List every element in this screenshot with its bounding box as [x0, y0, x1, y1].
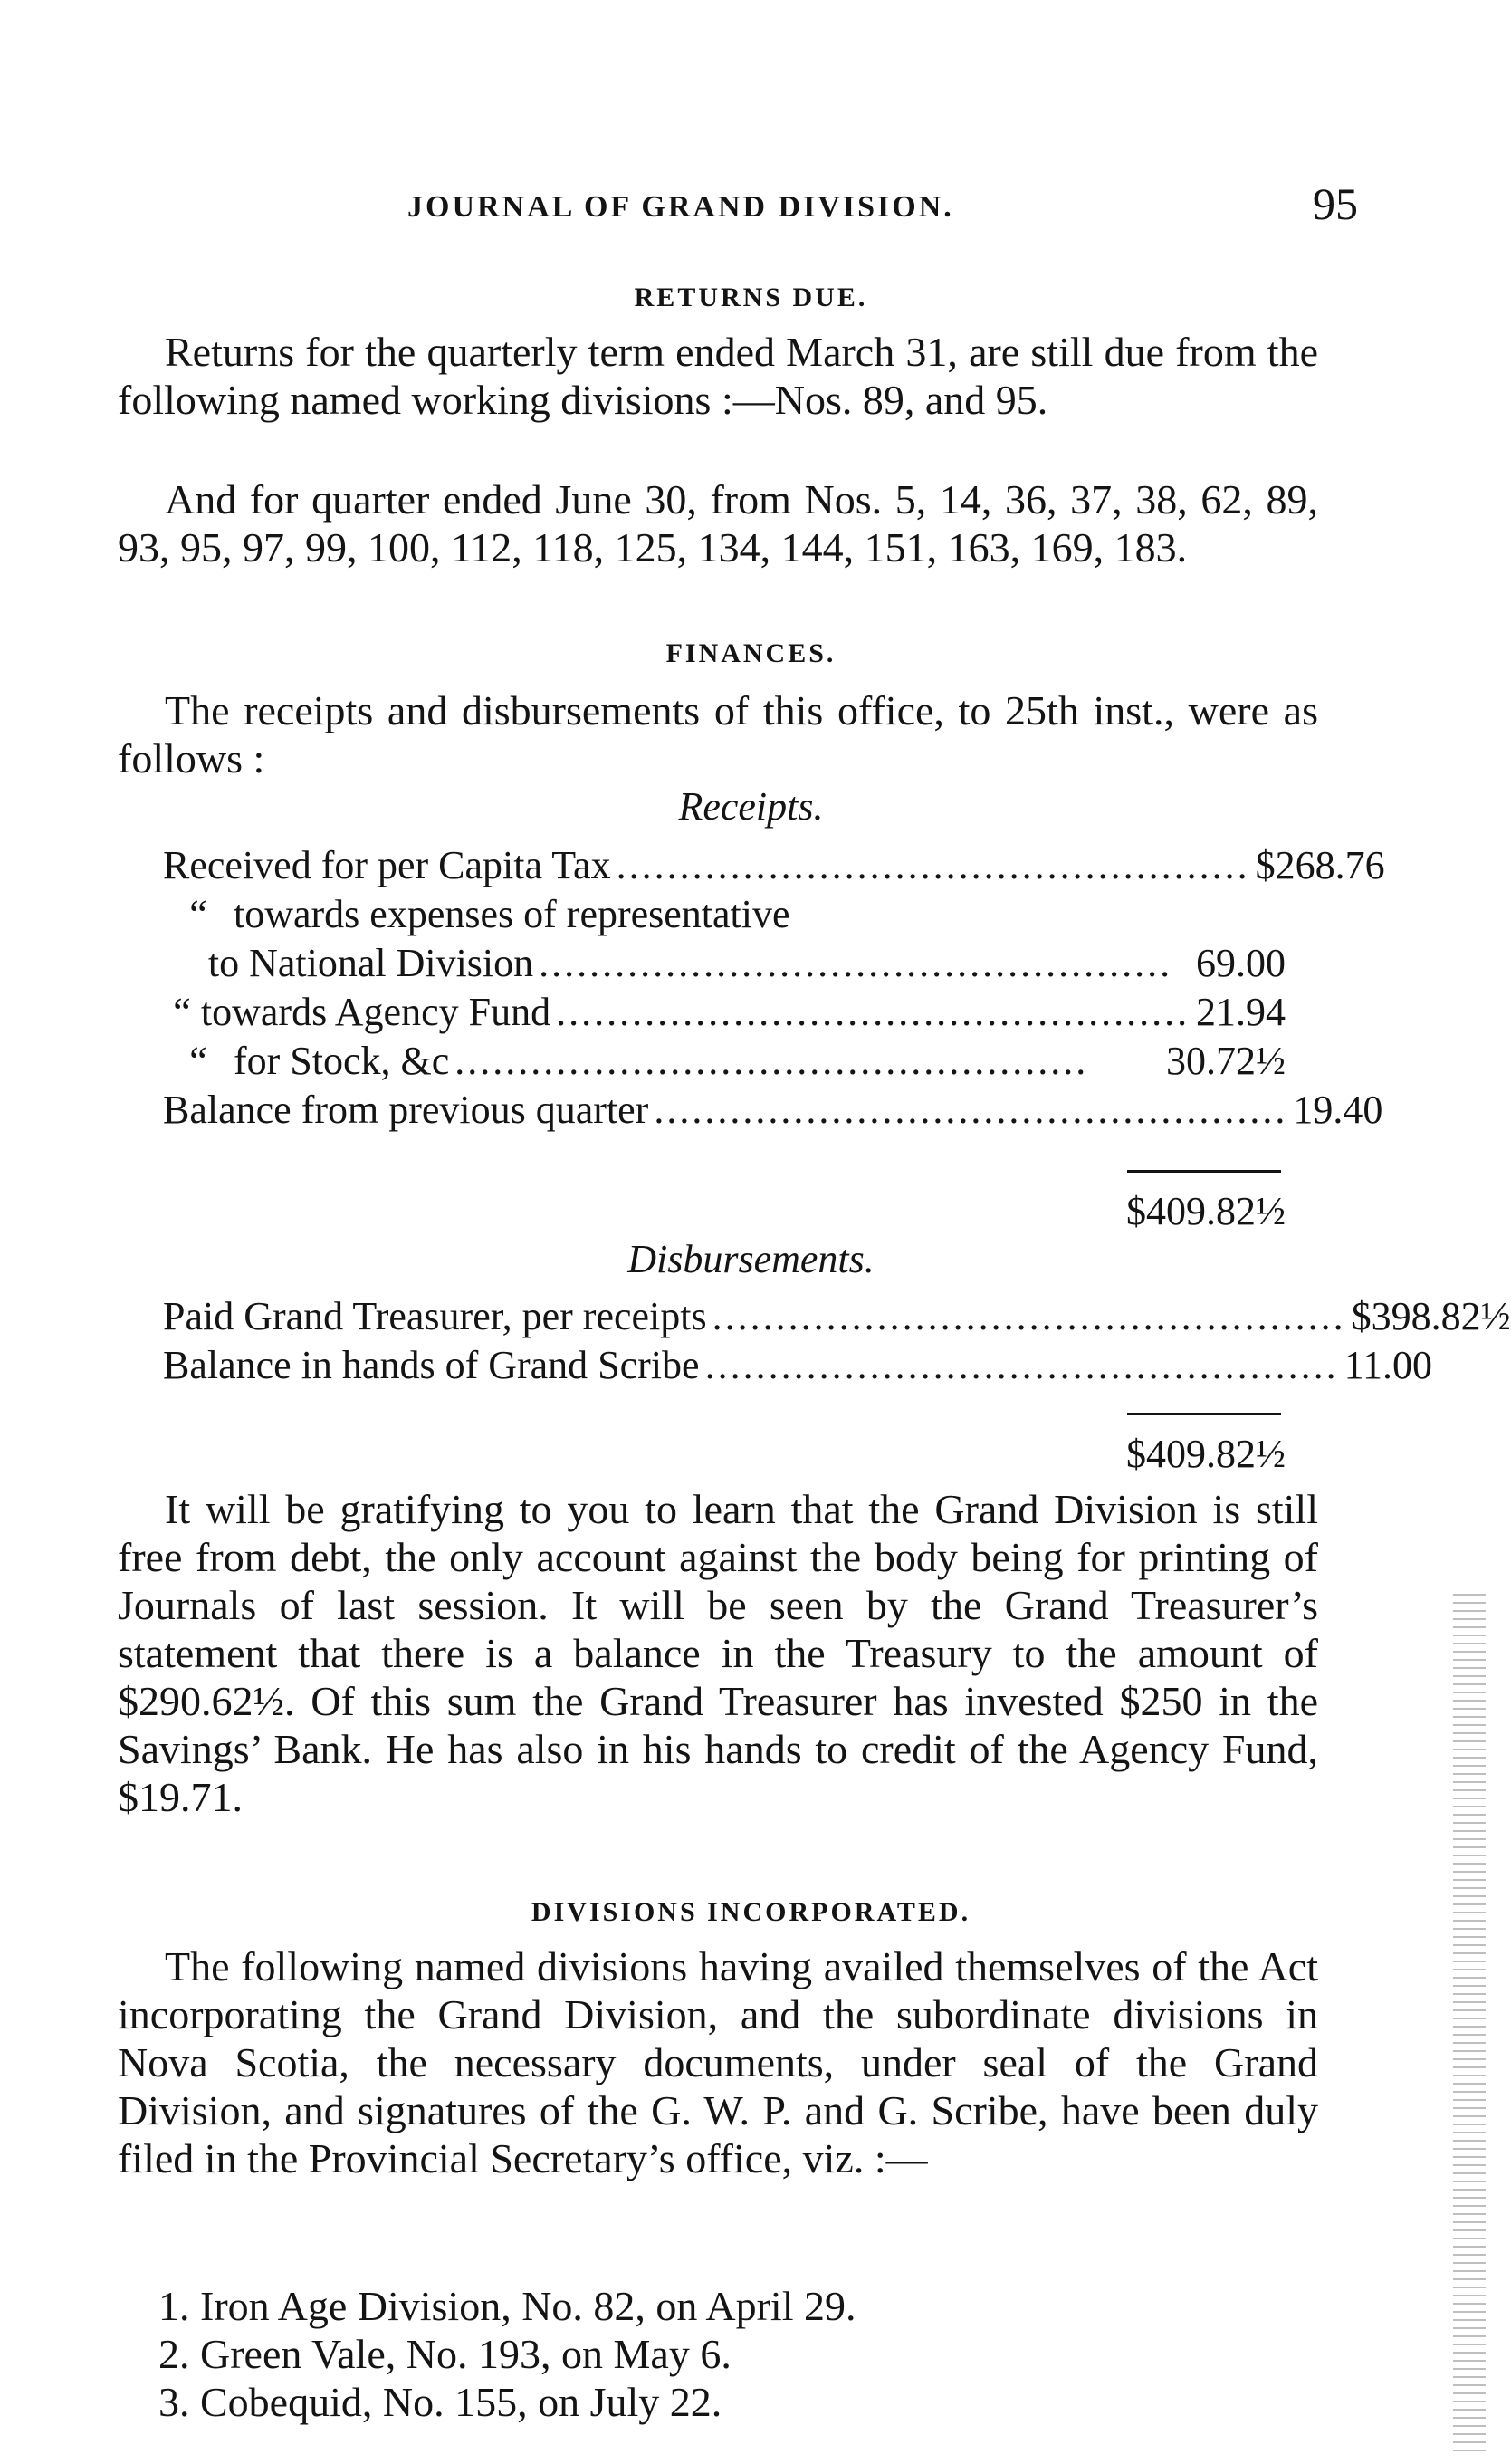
dot-leader: ..................................................: [616, 843, 1250, 887]
disbursement-row: [163, 1342, 1432, 1391]
dot-leader: ..................................................: [454, 1039, 1089, 1083]
divisions-list: [158, 2282, 856, 2426]
receipt-label: for Stock, &c: [234, 1039, 450, 1083]
receipt-row: [163, 940, 1286, 989]
receipts-total: $409.82½: [1126, 1189, 1286, 1233]
disbursement-row: [163, 1293, 1511, 1342]
ditto-mark: “: [189, 1039, 207, 1083]
returns-heading: RETURNS DUE.: [634, 283, 868, 312]
finances-intro: The receipts and disbursements of this office, to 25th inst., were as follows :: [118, 687, 1318, 781]
page-number: 95: [1313, 178, 1358, 229]
receipt-row: [163, 989, 1286, 1038]
receipt-row: [163, 842, 1385, 891]
receipt-amount: 19.40: [1293, 1088, 1383, 1132]
receipt-amount: 30.72½: [1166, 1039, 1286, 1083]
returns-paragraph-1: Returns for the quarterly term ended March 31, are still due from the following named working divisions :—Nos. 89, and 95.: [118, 329, 1318, 423]
disbursement-amount: $398.82½: [1351, 1294, 1511, 1338]
scan-edge-artifact: [1453, 1594, 1486, 2454]
receipt-row: [163, 891, 1286, 940]
running-title: JOURNAL OF GRAND DIVISION.: [407, 190, 954, 224]
receipt-label: towards expenses of representative: [234, 892, 790, 936]
finances-closing: It will be gratifying to you to learn that the Grand Division is still free from debt, the only account against the body being for printing of Journals of last session. It will be seen by the Grand Treasurer’s statement that there is a balance in the Treasury to the amount of $290.62½. Of this sum the Grand Treasurer has invested $250 in the Savings’ Bank. He has also in his hands to credit of the Agency Fund, $19.71.: [118, 1486, 1318, 1820]
divisions-heading: DIVISIONS INCORPORATED.: [531, 1897, 971, 1927]
receipt-row: [163, 1087, 1383, 1136]
receipt-label: Received for per Capita Tax: [163, 843, 611, 887]
receipts-heading: Receipts.: [678, 784, 824, 829]
returns-paragraph-2: And for quarter ended June 30, from Nos. 5, 14, 36, 37, 38, 62, 89, 93, 95, 97, 99, 100, 112, 118, 125, 134, 144, 151, 163, 169, 183.: [118, 476, 1318, 570]
disbursements-ledger: [163, 1293, 1511, 1391]
ditto-mark: “: [173, 990, 191, 1034]
disbursement-label: Paid Grand Treasurer, per receipts: [163, 1294, 707, 1338]
receipt-amount: 21.94: [1196, 990, 1286, 1034]
sum-rule: [1127, 1170, 1281, 1173]
dot-leader: ..................................................: [712, 1294, 1346, 1338]
dot-leader: ..................................................: [539, 941, 1173, 985]
receipt-label: to National Division: [207, 941, 534, 985]
dot-leader: ..................................................: [654, 1088, 1288, 1132]
receipt-label: Balance from previous quarter: [163, 1088, 649, 1132]
divisions-paragraph: The following named divisions having availed themselves of the Act incorporating the Grand Division, and the subordinate divisions in Nova Scotia, the necessary documents, under seal of the Grand Division, and signatures of the G. W. P. and G. Scribe, have been duly filed in the Provincial Secretary’s office, viz. :—: [118, 1943, 1318, 2181]
dot-leader: ..................................................: [556, 990, 1191, 1034]
disbursements-heading: Disbursements.: [627, 1237, 875, 1281]
receipt-label: towards Agency Fund: [200, 990, 551, 1034]
running-head: [118, 177, 1358, 241]
list-item: 2. Green Vale, No. 193, on May 6.: [158, 2331, 732, 2377]
sum-rule: [1127, 1413, 1281, 1415]
receipt-amount: 69.00: [1196, 941, 1286, 985]
ditto-mark: “: [189, 892, 207, 936]
list-item: 1. Iron Age Division, No. 82, on April 29.: [158, 2283, 856, 2329]
receipt-amount: $268.76: [1255, 843, 1385, 887]
disbursement-amount: 11.00: [1344, 1343, 1432, 1387]
disbursement-label: Balance in hands of Grand Scribe: [163, 1343, 700, 1387]
finances-heading: FINANCES.: [665, 638, 837, 668]
receipts-ledger: [163, 842, 1385, 1136]
disbursements-total: $409.82½: [1126, 1432, 1286, 1476]
list-item: 3. Cobequid, No. 155, on July 22.: [158, 2379, 722, 2425]
receipt-row: [163, 1038, 1286, 1087]
dot-leader: ..................................................: [704, 1343, 1339, 1387]
